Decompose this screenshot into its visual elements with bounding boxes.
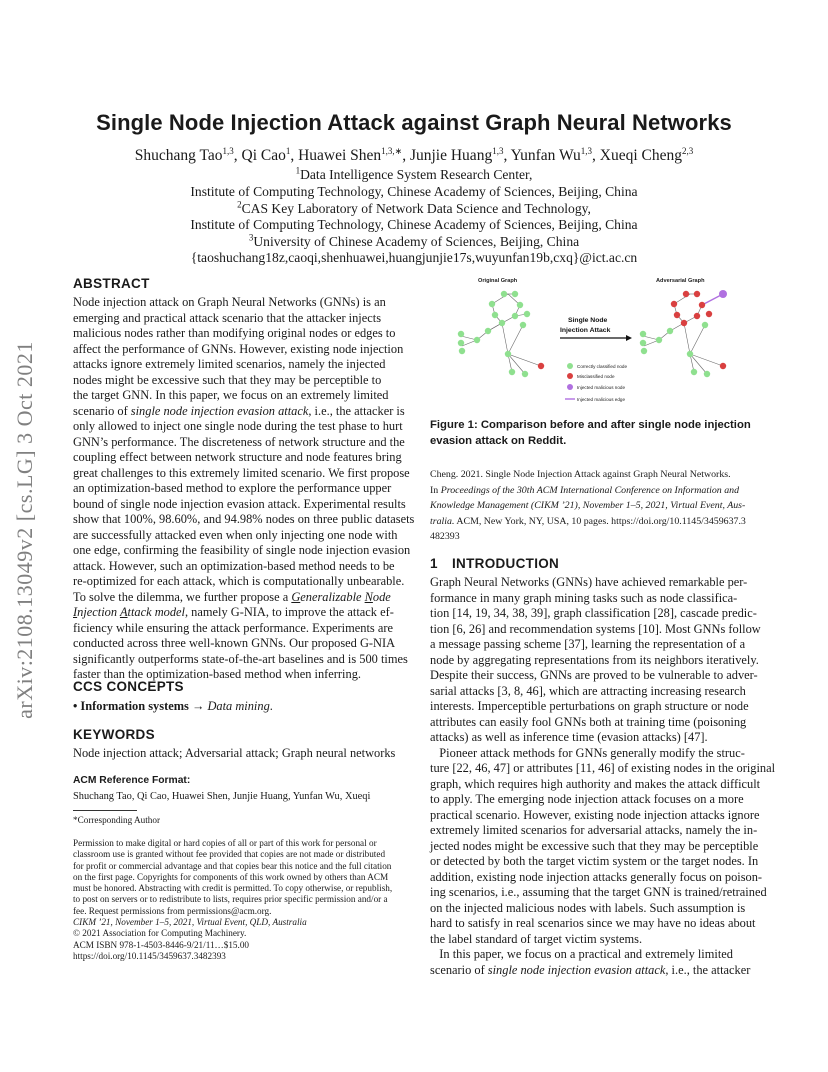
intro-body: Graph Neural Networks (GNNs) have achieved remarkable per- formance in many graph mining tasks such as node classifica- tion [14, 19, 34, 38, 39], graph classification [28], cascade predic- tion [6, 26] and recommendation systems [10]. Most GNNs follow a message passing scheme [37], learning the representation of a node by aggregating representations from its neighbors iteratively. Despite their success, GNNs are proved to be vulnerable to adver- sarial attacks [3, 8, 46], which are attracting increasing research interests. Imperceptible perturbations on graph structure or node attributes can easily fool GNNs both at training time (poisoning attacks) as well as inference time (evasion attacks) [47]. Pioneer attack methods for GNNs generally modify the struc- ture [22, 46, 47] or attributes [11, 46] of existing nodes in the original graph, which requires high authority and makes the attack difficult to apply. The emerging node injection attack focuses on a more practical scenario. However, existing node injection attacks ignore extremely limited scenarios for adversarial attacks, namely the in- jected nodes might be excessive such that they may be perceptible or detected by both the target victim system or the target nodes. In addition, existing node injection attacks generally focus on poison- ing scenarios, i.e., assuming that the target GNN is trained/retrained on the injected malicious nodes with labels. Such assumption is hard to satisfy in real scenarios since we may have no ideas about the label standard of target victim systems. In this paper, we focus on a practical and extremely limited scenario of single node injection evasion attack, i.e., the attacker: [430, 575, 776, 977]
footnote-divider: [73, 810, 137, 811]
original-graph-edges: [461, 294, 541, 374]
figure-1-graph: [440, 268, 760, 410]
corresponding-author-note: *Corresponding Author: [73, 815, 161, 825]
attack-arrow-head: [626, 335, 632, 341]
adversarial-graph-nodes: [640, 290, 727, 377]
arrow-label-2: Injection Attack: [560, 327, 611, 334]
abstract-heading: ABSTRACT: [73, 276, 150, 291]
adversarial-graph-edges: [643, 294, 723, 374]
legend-injected-edge: Injected malicious edge: [577, 397, 626, 402]
author-list: Shuchang Tao$^{1,3}$, Qi Cao$^1$, Huawei Shen$^{1,3,∗}$, Junjie Huang$^{1,3}$, Yunfan Wu$^{1,3}$, Xueqi Cheng$^{2,3}$: [134, 145, 694, 164]
adversarial-graph-title: Adversarial Graph: [656, 278, 705, 284]
legend-misclassified: Misclassified node: [577, 374, 615, 379]
figure-1-caption: Figure 1: Comparison before and after single node injection evasion attack on Reddit.: [430, 419, 751, 447]
affiliation-3: $^3$University of Chinese Academy of Sciences, Beijing, China: [248, 232, 580, 249]
keywords-heading: KEYWORDS: [73, 727, 155, 742]
affiliation-1: $^1$Data Intelligence System Research Center,: [295, 165, 533, 182]
author-emails: {taoshuchang18z,caoqi,shenhuawei,huangjunjie17s,wuyunfan19b,cxq}@ict.ac.cn: [190, 250, 638, 265]
ccs-concepts: • Information systems → Data mining.: [73, 699, 273, 713]
acm-ref-heading: ACM Reference Format:: [73, 775, 191, 786]
affiliation-1-institute: Institute of Computing Technology, Chinese Academy of Sciences, Beijing, China: [190, 184, 638, 199]
acm-ref-authors: Shuchang Tao, Qi Cao, Huawei Shen, Junjie Huang, Yunfan Wu, Xueqi: [73, 791, 371, 802]
figure-legend: [565, 363, 627, 402]
acm-citation: Cheng. 2021. Single Node Injection Attack against Graph Neural Networks. In Proceedings of the 30th ACM International Conference on Information and Knowledge Management (CIKM ’21), November 1–5, 2021, Virtual Event, Aus- tralia. ACM, New York, NY, USA, 10 pages. https://doi.org/10.1145/3459637.3 482393: [430, 469, 746, 542]
original-graph-nodes: [458, 291, 544, 377]
permission-notice: Permission to make digital or hard copies of all or part of this work for personal or classroom use is granted without fee provided that copies are not made or distributed for profit or commercial advantage and that copies bear this notice and the full citation on the first page. Copyrights for components of this work owned by others than ACM must be honored. Abstracting with credit is permitted. To copy otherwise, or republish, to post on servers or to redistribute to lists, requires prior specific permission and/or a fee. Request permissions from permissions@acm.org. CIKM ’21, November 1–5, 2021, Virtual Event, QLD, Australia © 2021 Association for Computing Machinery. ACM ISBN 978-1-4503-8446-9/21/11…$15.00 https://doi.org/10.1145/3459637.3482393: [73, 838, 393, 961]
affiliation-2: $^2$CAS Key Laboratory of Network Data Science and Technology,: [237, 199, 591, 216]
keywords-text: Node injection attack; Adversarial attack; Graph neural networks: [73, 746, 396, 760]
original-graph-title: Original Graph: [478, 278, 518, 284]
arxiv-sidebar: [10, 300, 40, 760]
intro-heading: 1 INTRODUCTION: [430, 556, 560, 571]
ccs-heading: CCS CONCEPTS: [73, 679, 184, 694]
paper-title: Single Node Injection Attack against Graph Neural Networks: [96, 110, 732, 135]
arrow-label-1: Single Node: [568, 317, 608, 324]
affiliation-2-institute: Institute of Computing Technology, Chinese Academy of Sciences, Beijing, China: [190, 217, 638, 232]
legend-correct: Correctly classified node: [577, 364, 628, 369]
legend-injected-node: Injected malicious node: [577, 385, 626, 390]
injected-node: [719, 290, 727, 298]
arxiv-id: arXiv:2108.13049v2 [cs.LG] 3 Oct 2021: [12, 341, 37, 719]
abstract-body: Node injection attack on Graph Neural Networks (GNNs) is an emerging and practical attack scenario that the attacker injects malicious nodes rather than modifying original nodes or edges to affect the performance of GNNs. However, existing node injection attacks ignore extremely limited scenarios, namely the injected nodes might be excessive such that they may be perceptible to the target GNN. In this paper, we focus on an extremely limited scenario of single node injection evasion attack, i.e., the attacker is only allowed to inject one single node during the test phase to hurt GNN’s performance. The discreteness of network structure and the coupling effect between network structure and node features bring great challenges to this extremely limited scenario. We first propose an optimization-based method to explore the performance upper bound of single node injection evasion attack. Experimental results show that 100%, 98.60%, and 94.98% nodes on three public datasets are successfully attacked even when only injecting one node with one edge, confirming the feasibility of single node injection evasion attack. However, such an optimization-based method needs to be re-optimized for each attack, which is computationally unbearable. To solve the dilemma, we further propose a Generalizable Node Injection Attack model, namely G-NIA, to improve the attack ef- ficiency while ensuring the attack performance. Experiments are conducted across three well-known GNNs. Our proposed G-NIA significantly outperforms state-of-the-art baselines and is 500 times faster than the optimization-based method when inferring.: [73, 295, 415, 681]
